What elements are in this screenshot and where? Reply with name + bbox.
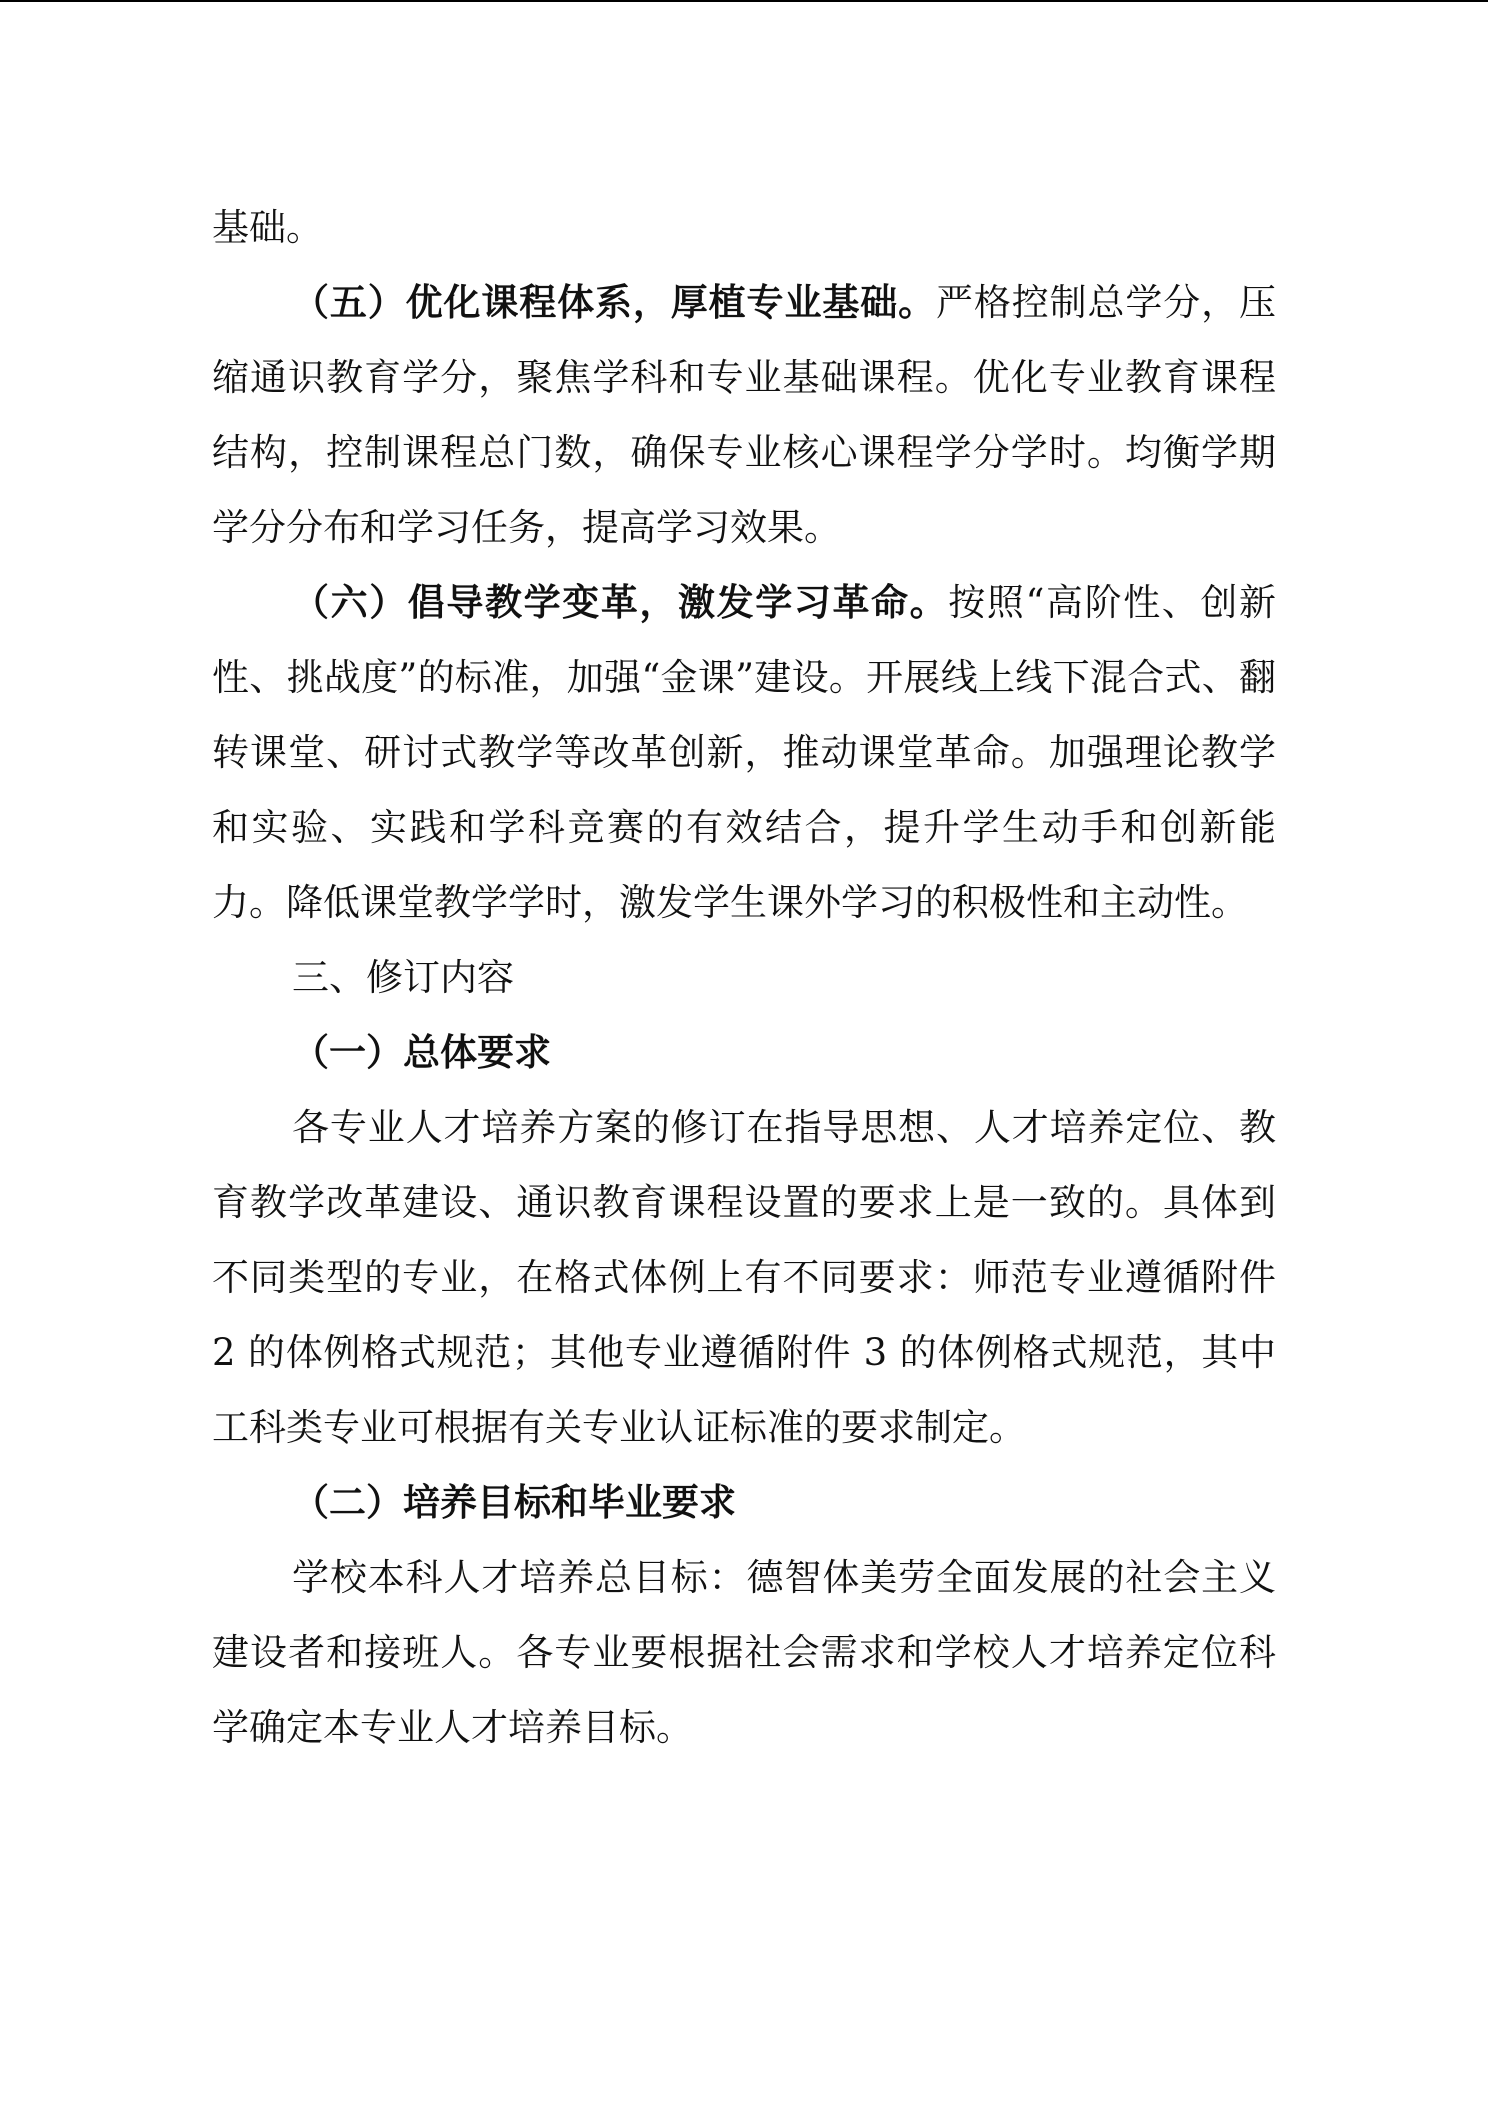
- document-page: [212, 190, 1276, 1765]
- paragraph-continuation: 基础。: [212, 206, 323, 249]
- subheading-general-requirements: （一）总体要求: [292, 1030, 551, 1074]
- section-5-body: 严格控制总学分，压缩通识教育学分，聚焦学科和专业基础课程。优化专业教育课程结构，控制课程总门数，确保专业核心课程学分学时。均衡学期学分分布和学习任务，提高学习效果。: [212, 281, 1277, 549]
- section-6-title: （六）倡导教学变革，激发学习革命。: [292, 580, 949, 624]
- paragraph-section-6: [212, 565, 1276, 940]
- subheading-training-goals: （二）培养目标和毕业要求: [292, 1480, 736, 1524]
- section-6-body: 按照“高阶性、创新性、挑战度”的标准，加强“金课”建设。开展线上线下混合式、翻转课堂、研讨式教学等改革创新，推动课堂革命。加强理论教学和实验、实践和学科竞赛的有效结合，提升学生动手和创新能力。降低课堂教学学时，激发学生课外学习的积极性和主动性。: [212, 581, 1277, 924]
- paragraph-training-goals: 学校本科人才培养总目标：德智体美劳全面发展的社会主义建设者和接班人。各专业要根据社会需求和学校人才培养定位科学确定本专业人才培养目标。: [212, 1556, 1276, 1749]
- section-5-title: （五）优化课程体系，厚植专业基础。: [292, 280, 936, 324]
- paragraph-general-requirements: 各专业人才培养方案的修订在指导思想、人才培养定位、教育教学改革建设、通识教育课程设置的要求上是一致的。具体到不同类型的专业，在格式体例上有不同要求：师范专业遵循附件 2 的体例格式规范；其他专业遵循附件 3 的体例格式规范，其中工科类专业可根据有关专业认证标准的要求制定。: [212, 1106, 1276, 1449]
- paragraph-section-5: [212, 265, 1276, 565]
- heading-revision-content: 三、修订内容: [292, 956, 514, 999]
